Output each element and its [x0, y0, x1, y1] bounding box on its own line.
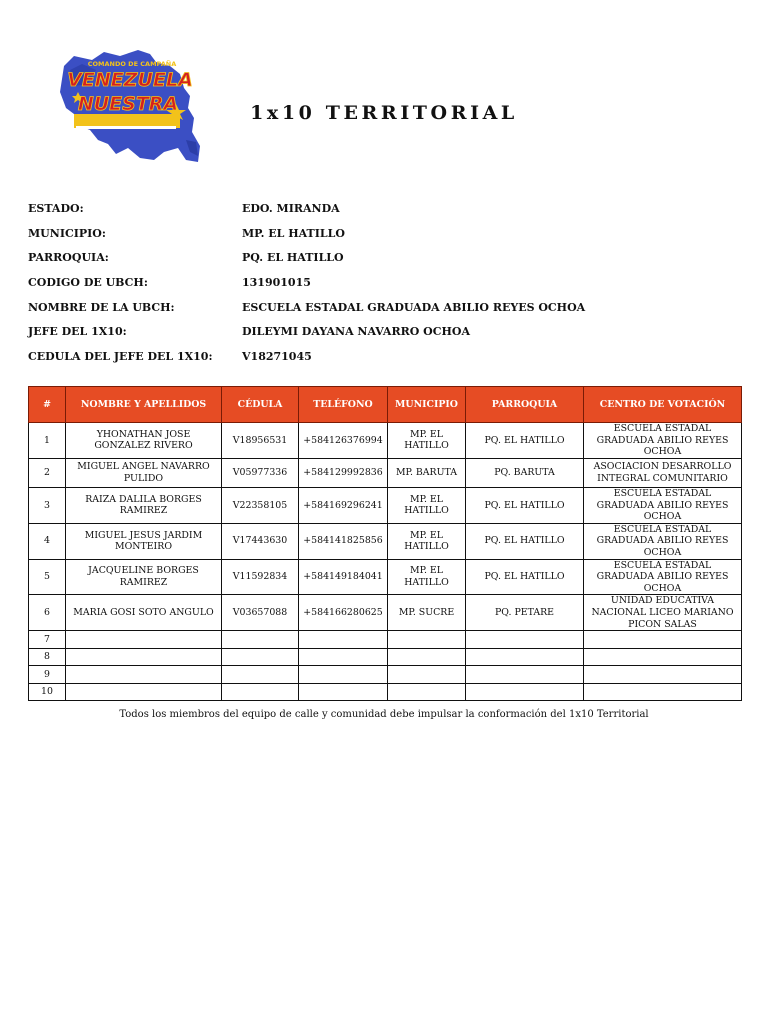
info-row-jefe	[28, 319, 728, 344]
logo-line1: VENEZUELA	[67, 69, 193, 91]
cell-number: 2	[29, 458, 66, 487]
cell-centro: ASOCIACION DESARROLLO INTEGRAL COMUNITARIO	[584, 458, 742, 487]
table-row-empty	[29, 648, 742, 666]
cell-number: 4	[29, 523, 66, 559]
info-value: ESCUELA ESTADAL GRADUADA ABILIO REYES OCHOA	[242, 300, 586, 314]
cell-empty	[299, 648, 388, 666]
cell-number: 3	[29, 487, 66, 523]
header-cell-name: NOMBRE Y APELLIDOS	[66, 387, 222, 423]
cell-centro: ESCUELA ESTADAL GRADUADA ABILIO REYES OCHOA	[584, 523, 742, 559]
cell-name: RAIZA DALILA BORGES RAMIREZ	[66, 487, 222, 523]
info-value: MP. EL HATILLO	[242, 226, 345, 240]
info-label: CEDULA DEL JEFE DEL 1X10:	[28, 349, 213, 363]
cell-centro: ESCUELA ESTADAL GRADUADA ABILIO REYES OCHOA	[584, 487, 742, 523]
table-row	[29, 595, 742, 631]
document-title: 1x10 TERRITORIAL	[250, 102, 518, 124]
header-cell-number: #	[29, 387, 66, 423]
info-value: V18271045	[242, 349, 312, 363]
cell-number: 7	[29, 631, 66, 649]
cell-empty	[222, 631, 299, 649]
cell-empty	[388, 683, 466, 701]
cell-name: MIGUEL ANGEL NAVARRO PULIDO	[66, 458, 222, 487]
cell-parroquia: PQ. EL HATILLO	[466, 523, 584, 559]
cell-empty	[222, 683, 299, 701]
cell-empty	[584, 648, 742, 666]
cell-parroquia: PQ. BARUTA	[466, 458, 584, 487]
table-row-empty	[29, 683, 742, 701]
cell-empty	[66, 683, 222, 701]
cell-parroquia: PQ. EL HATILLO	[466, 487, 584, 523]
cell-empty	[584, 666, 742, 684]
header-cell-municipio: MUNICIPIO	[388, 387, 466, 423]
cell-number: 10	[29, 683, 66, 701]
cell-empty	[584, 631, 742, 649]
info-label: PARROQUIA:	[28, 251, 109, 265]
info-value: DILEYMI DAYANA NAVARRO OCHOA	[242, 325, 470, 339]
cell-number: 5	[29, 559, 66, 595]
cell-empty	[299, 666, 388, 684]
info-row-nombre-ubch	[28, 295, 728, 320]
table-row	[29, 559, 742, 595]
cell-municipio: MP. SUCRE	[388, 595, 466, 631]
info-value: PQ. EL HATILLO	[242, 251, 344, 265]
info-block	[28, 196, 728, 369]
cell-empty	[66, 648, 222, 666]
cell-empty	[466, 648, 584, 666]
cell-cedula: V18956531	[222, 423, 299, 459]
cell-empty	[299, 683, 388, 701]
table-row-empty	[29, 631, 742, 649]
cell-empty	[466, 631, 584, 649]
info-label: NOMBRE DE LA UBCH:	[28, 300, 175, 314]
logo-line2: NUESTRA	[77, 93, 179, 115]
cell-telefono: +584141825856	[299, 523, 388, 559]
cell-centro: UNIDAD EDUCATIVA NACIONAL LICEO MARIANO PICON SALAS	[584, 595, 742, 631]
cell-number: 1	[29, 423, 66, 459]
cell-centro: ESCUELA ESTADAL GRADUADA ABILIO REYES OCHOA	[584, 559, 742, 595]
cell-municipio: MP. EL HATILLO	[388, 487, 466, 523]
table-row	[29, 487, 742, 523]
cell-cedula: V05977336	[222, 458, 299, 487]
cell-empty	[388, 666, 466, 684]
header-cell-parroquia: PARROQUIA	[466, 387, 584, 423]
cell-empty	[388, 648, 466, 666]
cell-name: JACQUELINE BORGES RAMIREZ	[66, 559, 222, 595]
info-value: 131901015	[242, 275, 311, 289]
table-row-empty	[29, 666, 742, 684]
cell-empty	[222, 648, 299, 666]
info-label: CODIGO DE UBCH:	[28, 275, 148, 289]
cell-empty	[299, 631, 388, 649]
info-value: EDO. MIRANDA	[242, 201, 340, 215]
cell-empty	[388, 631, 466, 649]
cell-municipio: MP. EL HATILLO	[388, 423, 466, 459]
table-row	[29, 523, 742, 559]
cell-cedula: V22358105	[222, 487, 299, 523]
cell-telefono: +584126376994	[299, 423, 388, 459]
cell-parroquia: PQ. PETARE	[466, 595, 584, 631]
info-label: MUNICIPIO:	[28, 226, 106, 240]
cell-centro: ESCUELA ESTADAL GRADUADA ABILIO REYES OCHOA	[584, 423, 742, 459]
cell-parroquia: PQ. EL HATILLO	[466, 423, 584, 459]
cell-name: MARIA GOSI SOTO ANGULO	[66, 595, 222, 631]
footer-note: Todos los miembros del equipo de calle y comunidad debe impulsar la conformación del 1x10 Territorial	[119, 709, 649, 720]
info-row-codigo-ubch	[28, 270, 728, 295]
cell-telefono: +584129992836	[299, 458, 388, 487]
cell-empty	[66, 666, 222, 684]
cell-telefono: +584169296241	[299, 487, 388, 523]
header-cell-telefono: TELÉFONO	[299, 387, 388, 423]
cell-empty	[66, 631, 222, 649]
cell-empty	[222, 666, 299, 684]
members-table	[28, 386, 742, 701]
table-row	[29, 458, 742, 487]
cell-cedula: V17443630	[222, 523, 299, 559]
cell-municipio: MP. EL HATILLO	[388, 523, 466, 559]
table-header-row	[29, 387, 742, 423]
table-row	[29, 423, 742, 459]
cell-name: YHONATHAN JOSE GONZALEZ RIVERO	[66, 423, 222, 459]
cell-number: 9	[29, 666, 66, 684]
header-cell-cedula: CÉDULA	[222, 387, 299, 423]
info-label: ESTADO:	[28, 201, 84, 215]
cell-municipio: MP. EL HATILLO	[388, 559, 466, 595]
cell-number: 6	[29, 595, 66, 631]
logo-top-text: COMANDO DE CAMPAÑA	[87, 60, 177, 68]
cell-municipio: MP. BARUTA	[388, 458, 466, 487]
cell-cedula: V03657088	[222, 595, 299, 631]
cell-empty	[466, 683, 584, 701]
cell-parroquia: PQ. EL HATILLO	[466, 559, 584, 595]
info-label: JEFE DEL 1X10:	[28, 325, 127, 339]
cell-number: 8	[29, 648, 66, 666]
info-row-parroquia	[28, 245, 728, 270]
info-row-estado	[28, 196, 728, 221]
info-row-cedula-jefe	[28, 344, 728, 369]
cell-cedula: V11592834	[222, 559, 299, 595]
info-row-municipio	[28, 221, 728, 246]
cell-name: MIGUEL JESUS JARDIM MONTEIRO	[66, 523, 222, 559]
header-cell-centro: CENTRO DE VOTACIÓN	[584, 387, 742, 423]
cell-telefono: +584149184041	[299, 559, 388, 595]
cell-empty	[584, 683, 742, 701]
cell-telefono: +584166280625	[299, 595, 388, 631]
cell-empty	[466, 666, 584, 684]
